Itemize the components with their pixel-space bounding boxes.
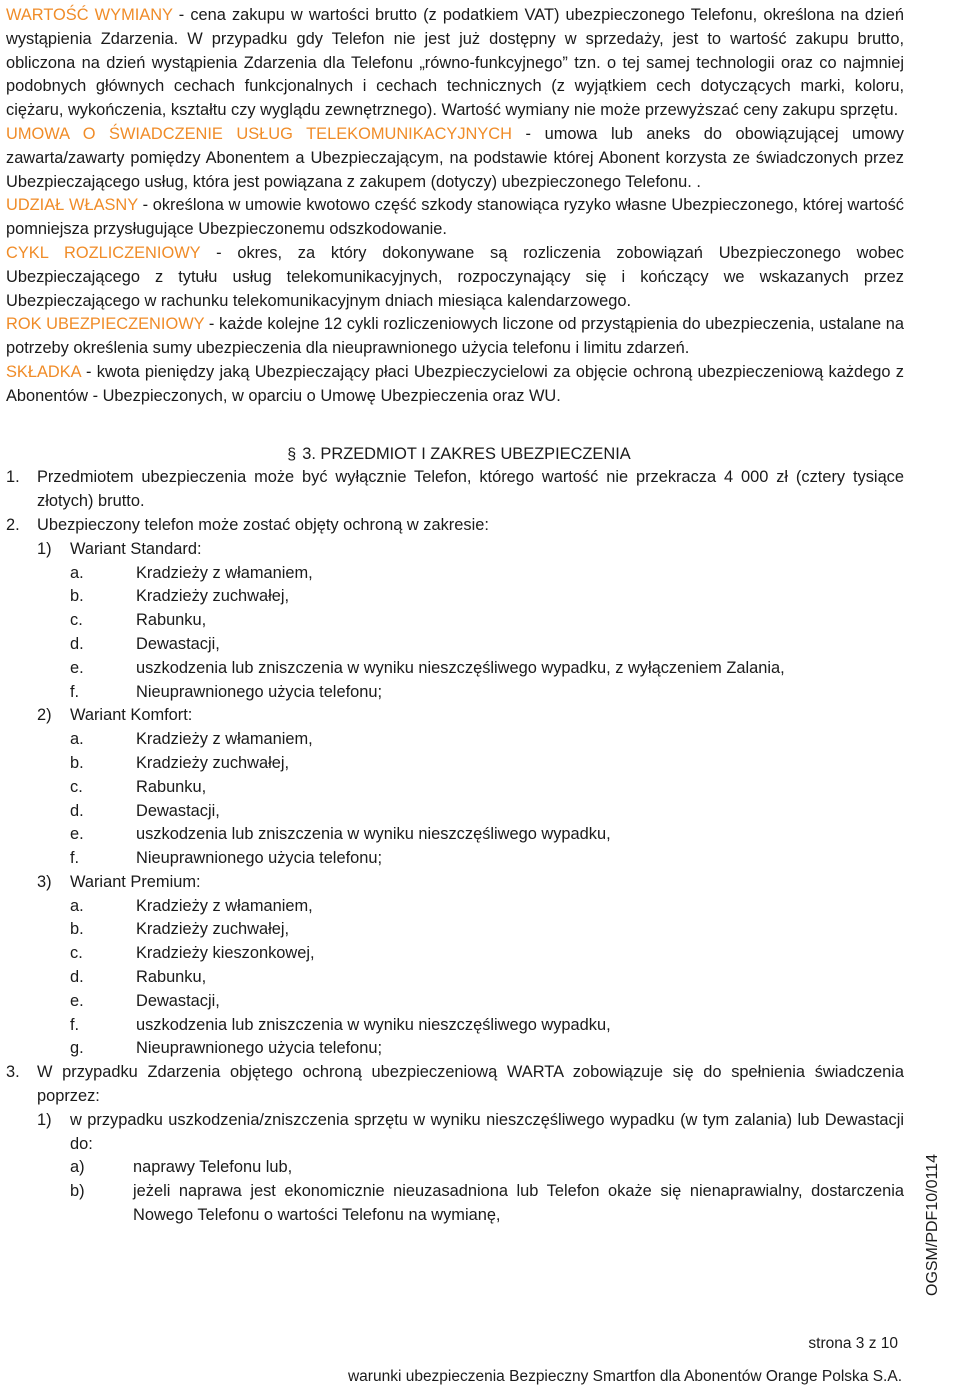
item-letter: g. xyxy=(70,1039,84,1058)
section-title: 3. PRZEDMIOT I ZAKRES UBEZPIECZENIA xyxy=(302,444,631,463)
item-text: Dewastacji, xyxy=(136,991,220,1010)
definition-cykl-rozliczeniowy xyxy=(6,242,904,313)
definition-umowa xyxy=(6,123,904,194)
definition-text: - każde kolejne 12 cykli rozliczeniowych liczone od przystąpienia do ubezpieczenia, ustalane na potrzeby określenia sumy ubezpieczenia dla nieuprawnionego użycia telefonu i limitu zdarzeń. xyxy=(6,315,905,358)
document-page xyxy=(6,4,904,1228)
item-text: Kradzieży zuchwałej, xyxy=(136,753,290,772)
item-text: Nieuprawnionego użycia telefonu; xyxy=(136,849,383,868)
variant-premium xyxy=(6,871,904,895)
item-letter: b. xyxy=(70,587,84,606)
point-number: 2. xyxy=(6,515,20,534)
item-text: Nieuprawnionego użycia telefonu; xyxy=(136,1039,383,1058)
list-item xyxy=(6,1037,904,1061)
list-item xyxy=(6,918,904,942)
list-item xyxy=(6,895,904,919)
item-text: Dewastacji, xyxy=(136,634,220,653)
definition-text: - kwota pieniędzy jaką Ubezpieczający płaci Ubezpieczycielowi za objęcie ochroną ubezpieczeniową każdego z Abonentów - Ubezpieczonych, w oparciu o Umowę Ubezpieczenia oraz WU. xyxy=(6,362,904,405)
list-item xyxy=(6,990,904,1014)
list-item xyxy=(6,752,904,776)
item-letter: a. xyxy=(70,563,84,582)
list-item xyxy=(6,847,904,871)
page-footer: warunki ubezpieczenia Bezpieczny Smartfon dla Abonentów Orange Polska S.A. xyxy=(347,1368,902,1385)
sub-point-text: w przypadku uszkodzenia/zniszczenia sprzętu w wyniku nieszczęśliwego wypadku (w tym zalania) lub Dewastacji do: xyxy=(70,1110,904,1153)
item-letter: f. xyxy=(70,682,80,701)
definition-udzial-wlasny xyxy=(6,194,904,242)
definition-wartosc-wymiany xyxy=(6,4,904,123)
point-text: W przypadku Zdarzenia objętego ochroną ubezpieczeniową WARTA zobowiązuje się do spełnienia świadczenia poprzez: xyxy=(37,1063,904,1106)
item-letter: d. xyxy=(70,801,84,820)
variant-label: Wariant Standard: xyxy=(70,539,202,558)
item-text: Nieuprawnionego użycia telefonu; xyxy=(136,682,383,701)
variant-komfort xyxy=(6,704,904,728)
numbered-point-3 xyxy=(6,1061,904,1109)
list-item xyxy=(6,585,904,609)
document-code: OGSM/PDF10/0114 xyxy=(924,1154,941,1296)
list-item xyxy=(6,1014,904,1038)
list-item xyxy=(6,1156,904,1180)
definition-text: - cena zakupu w wartości brutto (z podatkiem VAT) ubezpieczonego Telefonu, określona na dzień wystąpienia Zdarzenia. W przypadku gdy Telefon nie jest już dostępny w sprzedaży, jest to wartość zakupu brutto, obliczona na dzień wystąpienia Zdarzenia dla Telefonu „równo-funkcyjnego” tzn. o tej samej technologii oraz co najmniej podobnych głównych cechach funkcjonalnych i cechach technicznych (z wyjątkiem cech dotyczących marki, koloru, ciężaru, wykończenia, kształtu czy wyglądu zewnętrznego). Wartość wymiany nie może przewyższać ceny zakupu sprzętu. xyxy=(6,6,904,120)
point-text: Ubezpieczony telefon może zostać objęty ochroną w zakresie: xyxy=(37,515,489,534)
list-item xyxy=(6,609,904,633)
item-letter: c. xyxy=(70,944,83,963)
item-letter: e. xyxy=(70,658,84,677)
item-letter: b) xyxy=(70,1182,85,1201)
list-item xyxy=(6,562,904,586)
definitions-list xyxy=(6,4,904,409)
item-letter: d. xyxy=(70,968,84,987)
list-item xyxy=(6,1180,904,1228)
item-text: Kradzieży z włamaniem, xyxy=(136,563,313,582)
item-text: Kradzieży z włamaniem, xyxy=(136,730,313,749)
item-letter: b. xyxy=(70,920,84,939)
section-sign: § xyxy=(287,445,297,463)
item-text: Dewastacji, xyxy=(136,801,220,820)
item-letter: b. xyxy=(70,753,84,772)
variant-label: Wariant Komfort: xyxy=(70,706,193,725)
item-text: Kradzieży zuchwałej, xyxy=(136,920,290,939)
point-number: 1. xyxy=(6,468,20,487)
definition-text: - okres, za który dokonywane są rozliczenia zobowiązań Ubezpieczonego wobec Ubezpieczającego z tytułu usług telekomunikacyjnych, rozpoczynający się i kończący we wskazanych przez Ubezpieczającego w rachunku telekomunikacyjnym dniach miesiąca kalendarzowego. xyxy=(6,243,905,310)
item-text: uszkodzenia lub zniszczenia w wyniku nieszczęśliwego wypadku, xyxy=(136,1015,611,1034)
list-item xyxy=(6,942,904,966)
list-item xyxy=(6,657,904,681)
definition-term: CYKL ROZLICZENIOWY xyxy=(6,243,201,262)
item-letter: f. xyxy=(70,1015,80,1034)
item-text: Rabunku, xyxy=(136,777,207,796)
definition-term: WARTOŚĆ WYMIANY xyxy=(6,6,173,24)
list-item xyxy=(6,966,904,990)
item-text: naprawy Telefonu lub, xyxy=(133,1158,293,1177)
list-item xyxy=(6,681,904,705)
list-item xyxy=(6,728,904,752)
item-letter: a. xyxy=(70,730,84,749)
variant-number: 3) xyxy=(37,872,52,891)
definition-skladka xyxy=(6,361,904,409)
definition-term: ROK UBEZPIECZENIOWY xyxy=(6,315,205,334)
list-item xyxy=(6,776,904,800)
item-letter: c. xyxy=(70,611,83,630)
variant-standard xyxy=(6,538,904,562)
item-text: Kradzieży z włamaniem, xyxy=(136,896,313,915)
section-heading xyxy=(6,443,904,467)
item-text: Kradzieży kieszonkowej, xyxy=(136,944,315,963)
list-item xyxy=(6,823,904,847)
item-letter: c. xyxy=(70,777,83,796)
numbered-point-1 xyxy=(6,466,904,514)
definition-term: UMOWA O ŚWIADCZENIE USŁUG TELEKOMUNIKACYJNYCH xyxy=(6,124,512,143)
definition-rok-ubezpieczeniowy xyxy=(6,313,904,361)
item-letter: e. xyxy=(70,825,84,844)
item-letter: a) xyxy=(70,1158,85,1177)
definition-text: - określona w umowie kwotowo część szkody stanowiąca ryzyko własne Ubezpieczonego, której wartość pomniejsza przysługujące Ubezpieczonemu odszkodowanie. xyxy=(6,196,905,239)
item-text: uszkodzenia lub zniszczenia w wyniku nieszczęśliwego wypadku, xyxy=(136,825,611,844)
item-text: uszkodzenia lub zniszczenia w wyniku nieszczęśliwego wypadku, z wyłączeniem Zalania, xyxy=(136,658,785,677)
numbered-point-2 xyxy=(6,514,904,538)
item-text: Kradzieży zuchwałej, xyxy=(136,587,290,606)
item-letter: d. xyxy=(70,634,84,653)
list-item xyxy=(6,800,904,824)
item-letter: f. xyxy=(70,849,80,868)
sub-point-number: 1) xyxy=(37,1110,52,1129)
definition-term: SKŁADKA xyxy=(6,362,81,381)
item-text: jeżeli naprawa jest ekonomicznie nieuzasadniona lub Telefon okaże się nienaprawialny, dostarczenia Nowego Telefonu o wartości Telefonu na wymianę, xyxy=(133,1182,904,1225)
definition-text: - umowa lub aneks do obowiązującej umowy zawarta/zawarty pomiędzy Abonentem a Ubezpieczającym, na podstawie której Abonent korzysta ze świadczonych przez Ubezpieczającego usług, która jest powiązana z zakupem (dotyczy) ubezpieczonego Telefonu. . xyxy=(6,124,904,191)
definition-term: UDZIAŁ WŁASNY xyxy=(6,196,138,215)
list-item xyxy=(6,633,904,657)
item-text: Rabunku, xyxy=(136,968,207,987)
variant-label: Wariant Premium: xyxy=(70,872,201,891)
item-letter: a. xyxy=(70,896,84,915)
page-number: strona 3 z 10 xyxy=(808,1335,898,1352)
variant-number: 1) xyxy=(37,539,52,558)
sub-point xyxy=(6,1109,904,1157)
variant-number: 2) xyxy=(37,706,52,725)
point-number: 3. xyxy=(6,1063,20,1082)
point-text: Przedmiotem ubezpieczenia może być wyłącznie Telefon, którego wartość nie przekracza 4 000 zł (cztery tysiące złotych) brutto. xyxy=(37,468,904,511)
item-text: Rabunku, xyxy=(136,611,207,630)
item-letter: e. xyxy=(70,991,84,1010)
